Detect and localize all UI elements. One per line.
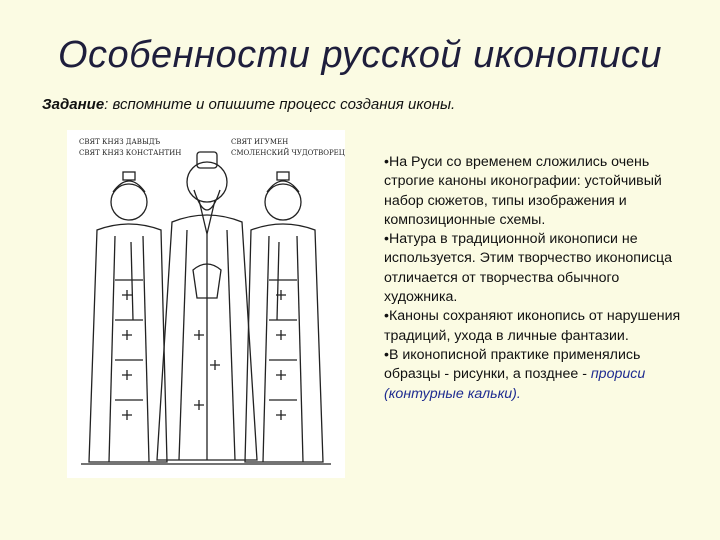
task-label: Задание	[42, 96, 105, 113]
slide-title: Особенности русской иконописи	[57, 34, 663, 76]
inscription-right-2: СМОЛЕНСКИЙ ЧУДОТВОРЕЦ	[231, 149, 345, 157]
inscription-right-1: СВЯТ ИГУМЕН	[231, 138, 289, 146]
task-text: : вспомните и опишите процесс создания иконы.	[104, 96, 456, 113]
icon-canon-text	[384, 153, 696, 404]
task-line	[42, 96, 455, 113]
center-saint-figure	[157, 152, 257, 460]
right-prince-figure	[245, 172, 323, 462]
inscription-left-1: СВЯТ КНЯЗ ДАВЫДЪ	[79, 138, 161, 146]
bullet-4	[384, 346, 696, 404]
bullet-1: •На Руси со временем сложились очень строгие каноны иконографии: устойчивый набор сюжетов, типы изображения и композиционные схемы.	[384, 154, 662, 228]
bullet-3: •Каноны сохраняют иконопись от нарушения традиций, ухода в личные фантазии.	[384, 308, 681, 344]
bullet-4-note: прориси (контурные кальки).	[384, 366, 646, 402]
left-prince-figure	[89, 172, 167, 462]
inscription-left-2: СВЯТ КНЯЗ КОНСТАНТИН	[79, 149, 182, 157]
bullet-4-main: •В иконописной практике применялись образцы - рисунки, а позднее -	[384, 346, 641, 383]
bullet-2: •Натура в традиционной иконописи не используется. Этим творчество иконописца отличается от творчества обычного художника.	[384, 231, 673, 306]
icon-line-drawing	[67, 130, 345, 478]
